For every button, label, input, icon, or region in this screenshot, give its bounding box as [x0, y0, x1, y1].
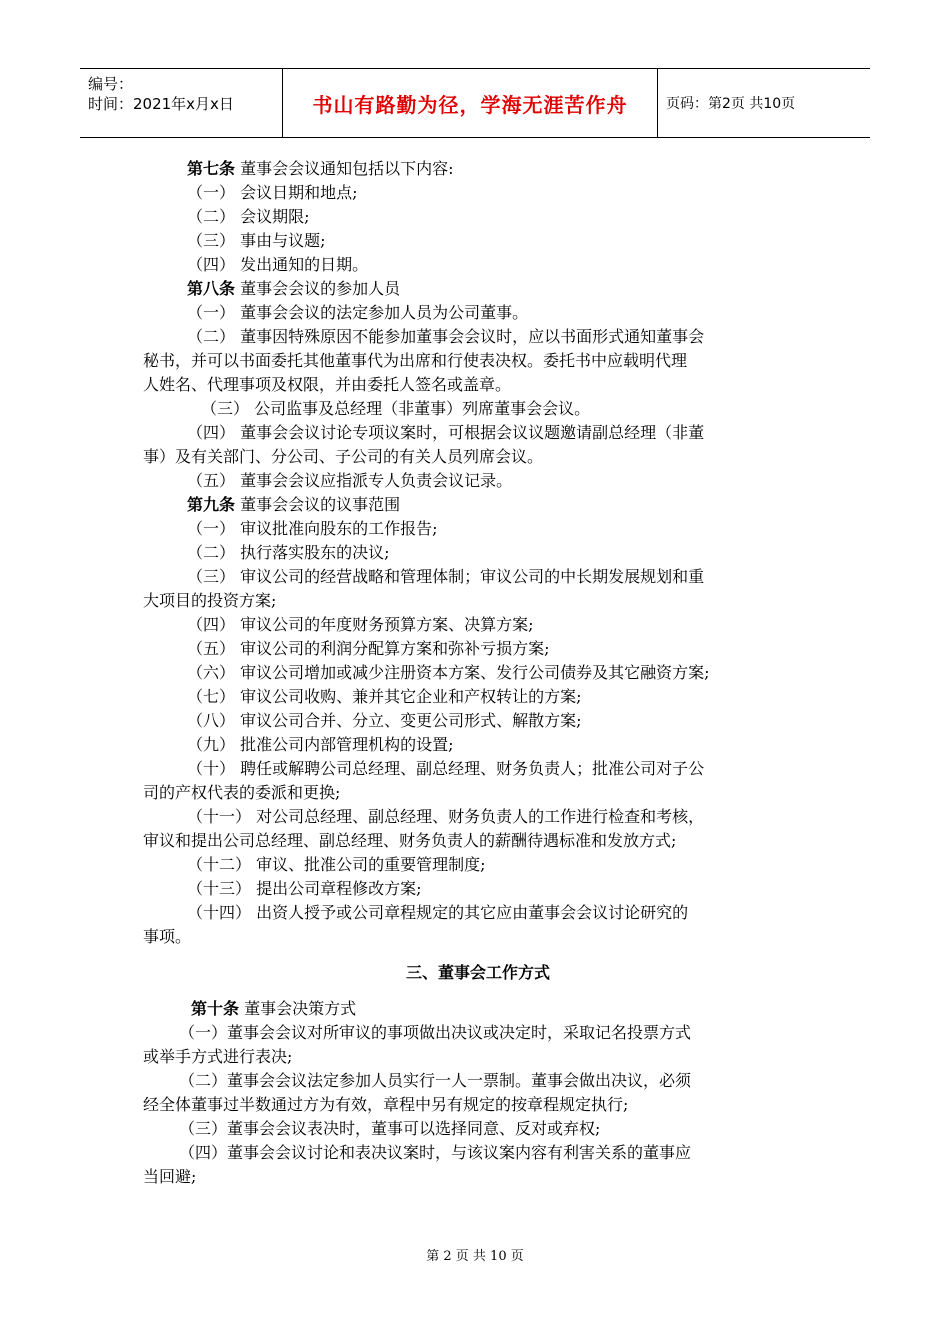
article-9-item-14-line-1: （十四） 出资人授予或公司章程规定的其它应由董事会会议讨论研究的 — [187, 903, 689, 922]
article-9-text: 董事会会议的议事范围 — [235, 495, 401, 514]
article-8-title: 第八条 — [187, 279, 236, 298]
article-10-item-1-line-2: 或举手方式进行表决; — [143, 1047, 293, 1066]
article-8-item-3: （三） 公司监事及总经理（非董事）列席董事会会议。 — [201, 399, 591, 418]
article-9-item-11-line-2: 审议和提出公司总经理、副总经理、财务负责人的薪酬待遇标准和发放方式; — [143, 831, 677, 850]
article-8-item-4-line-1: （四） 董事会会议讨论专项议案时，可根据会议议题邀请副总经理（非董 — [187, 423, 705, 442]
article-7-heading — [143, 157, 813, 181]
article-8-heading — [143, 277, 813, 301]
date-label: 时间：2021年x月x日 — [88, 95, 234, 113]
article-7-item-1: （一） 会议日期和地点; — [187, 183, 358, 202]
article-9-item-10-line-2: 司的产权代表的委派和更换; — [143, 783, 341, 802]
article-9-item-3-line-2: 大项目的投资方案; — [143, 591, 277, 610]
article-9-heading — [143, 493, 813, 517]
article-9-item-3-line-1: （三） 审议公司的经营战略和管理体制；审议公司的中长期发展规划和重 — [187, 567, 705, 586]
article-10-item-2-line-2: 经全体董事过半数通过方为有效，章程中另有规定的按章程规定执行; — [143, 1095, 629, 1114]
article-9-item-2: （二） 执行落实股东的决议; — [187, 543, 390, 562]
article-7-title: 第七条 — [187, 159, 236, 178]
article-9-item-13: （十三） 提出公司章程修改方案; — [187, 879, 422, 898]
article-10-heading — [143, 997, 813, 1021]
article-10-item-3: （三）董事会会议表决时，董事可以选择同意、反对或弃权; — [179, 1119, 601, 1138]
article-9-item-10-line-1: （十） 聘任或解聘公司总经理、副总经理、财务负责人；批准公司对子公 — [187, 759, 705, 778]
article-7-text: 董事会会议通知包括以下内容: — [235, 159, 454, 178]
article-7-item-4: （四） 发出通知的日期。 — [187, 255, 369, 274]
article-10-item-4-line-2: 当回避; — [143, 1167, 197, 1186]
article-9-item-1: （一） 审议批准向股东的工作报告; — [187, 519, 438, 538]
article-9-item-14-line-2: 事项。 — [143, 927, 192, 946]
article-10-text: 董事会决策方式 — [239, 999, 357, 1018]
section-3-heading: 三、董事会工作方式 — [405, 963, 550, 982]
header-motto: 书山有路勤为径，学海无涯苦作舟 — [282, 69, 658, 137]
article-9-item-11-line-1: （十一） 对公司总经理、副总经理、财务负责人的工作进行检查和考核， — [187, 807, 705, 826]
document-body — [143, 157, 813, 1189]
article-8-item-5: （五） 董事会会议应指派专人负责会议记录。 — [187, 471, 513, 490]
article-9-item-12: （十二） 审议、批准公司的重要管理制度; — [187, 855, 486, 874]
serial-label: 编号： — [88, 75, 134, 93]
article-9-item-7: （七） 审议公司收购、兼并其它企业和产权转让的方案; — [187, 687, 582, 706]
article-9-title: 第九条 — [187, 495, 236, 514]
page-header — [80, 68, 870, 138]
article-9-item-4: （四） 审议公司的年度财务预算方案、决算方案; — [187, 615, 534, 634]
article-9-item-5: （五） 审议公司的利润分配算方案和弥补亏损方案; — [187, 639, 550, 658]
article-8-item-4-line-2: 事）及有关部门、分公司、子公司的有关人员列席会议。 — [143, 447, 544, 466]
article-8-item-2-line-1: （二） 董事因特殊原因不能参加董事会会议时，应以书面形式通知董事会 — [187, 327, 705, 346]
header-left-cell — [80, 69, 282, 137]
header-page-info: 页码：第2页 共10页 — [666, 96, 796, 112]
article-10-title: 第十条 — [191, 999, 240, 1018]
article-10-item-4-line-1: （四）董事会会议讨论和表决议案时，与该议案内容有利害关系的董事应 — [179, 1143, 692, 1162]
page-footer: 第 2 页 共 10 页 — [426, 1249, 524, 1264]
article-7-item-2: （二） 会议期限; — [187, 207, 310, 226]
article-8-item-2-line-2: 秘书，并可以书面委托其他董事代为出席和行使表决权。委托书中应载明代理 — [143, 351, 688, 370]
article-8-item-2-line-3: 人姓名、代理事项及权限，并由委托人签名或盖章。 — [143, 375, 512, 394]
article-10-item-1-line-1: （一）董事会会议对所审议的事项做出决议或决定时，采取记名投票方式 — [179, 1023, 692, 1042]
article-9-item-8: （八） 审议公司合并、分立、变更公司形式、解散方案; — [187, 711, 582, 730]
article-9-item-6: （六） 审议公司增加或减少注册资本方案、发行公司债券及其它融资方案; — [187, 663, 710, 682]
article-10-item-2-line-1: （二）董事会会议法定参加人员实行一人一票制。董事会做出决议，必须 — [179, 1071, 692, 1090]
article-9-item-9: （九） 批准公司内部管理机构的设置; — [187, 735, 454, 754]
article-8-text: 董事会会议的参加人员 — [235, 279, 401, 298]
article-8-item-1: （一） 董事会会议的法定参加人员为公司董事。 — [187, 303, 529, 322]
article-7-item-3: （三） 事由与议题; — [187, 231, 326, 250]
